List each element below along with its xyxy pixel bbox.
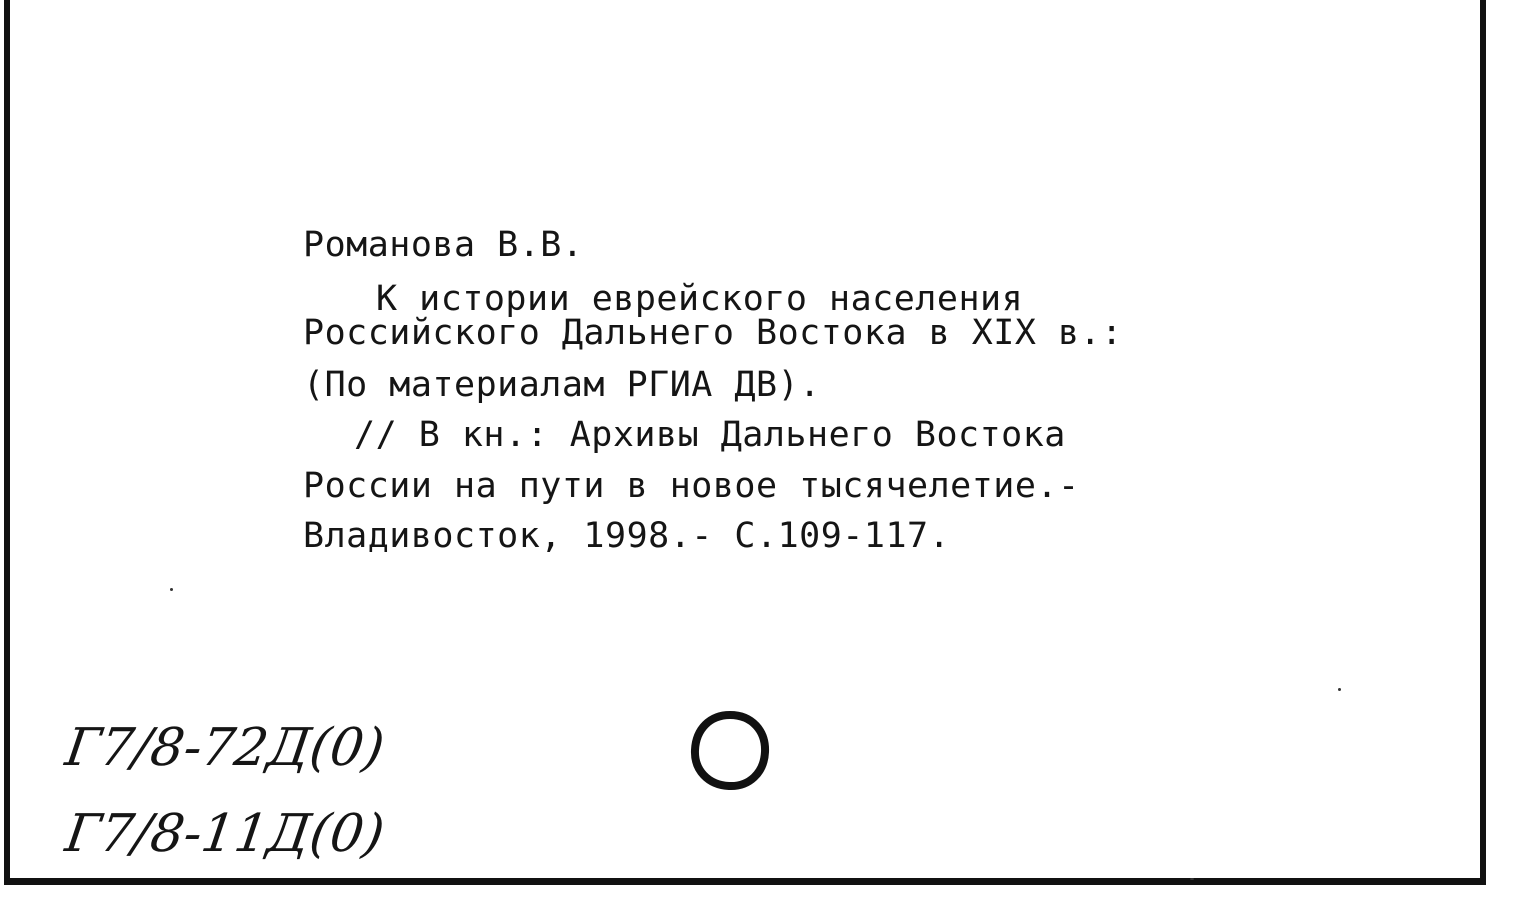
title-line-2: Российского Дальнего Востока в XIX в.: <box>303 313 1123 353</box>
speck-3 <box>1190 878 1194 880</box>
shelfmark-line-1: Г7/8-72Д(0) <box>61 718 389 778</box>
source-line-3: Владивосток, 1998.- С.109-117. <box>303 516 951 556</box>
title-line-3: (По материалам РГИА ДВ). <box>303 365 821 405</box>
source-line-2: России на пути в новое тысячелетие.- <box>303 466 1080 506</box>
shelfmark-line-2: Г7/8-11Д(0) <box>61 804 389 864</box>
speck-1 <box>170 588 173 591</box>
source-line-1: // В кн.: Архивы Дальнего Востока <box>354 415 1066 455</box>
title-line-1: К истории еврейского населения <box>376 279 1024 319</box>
author-name: Романова В.В. <box>303 225 584 265</box>
punch-hole-icon <box>689 710 771 792</box>
speck-2 <box>1338 688 1341 691</box>
